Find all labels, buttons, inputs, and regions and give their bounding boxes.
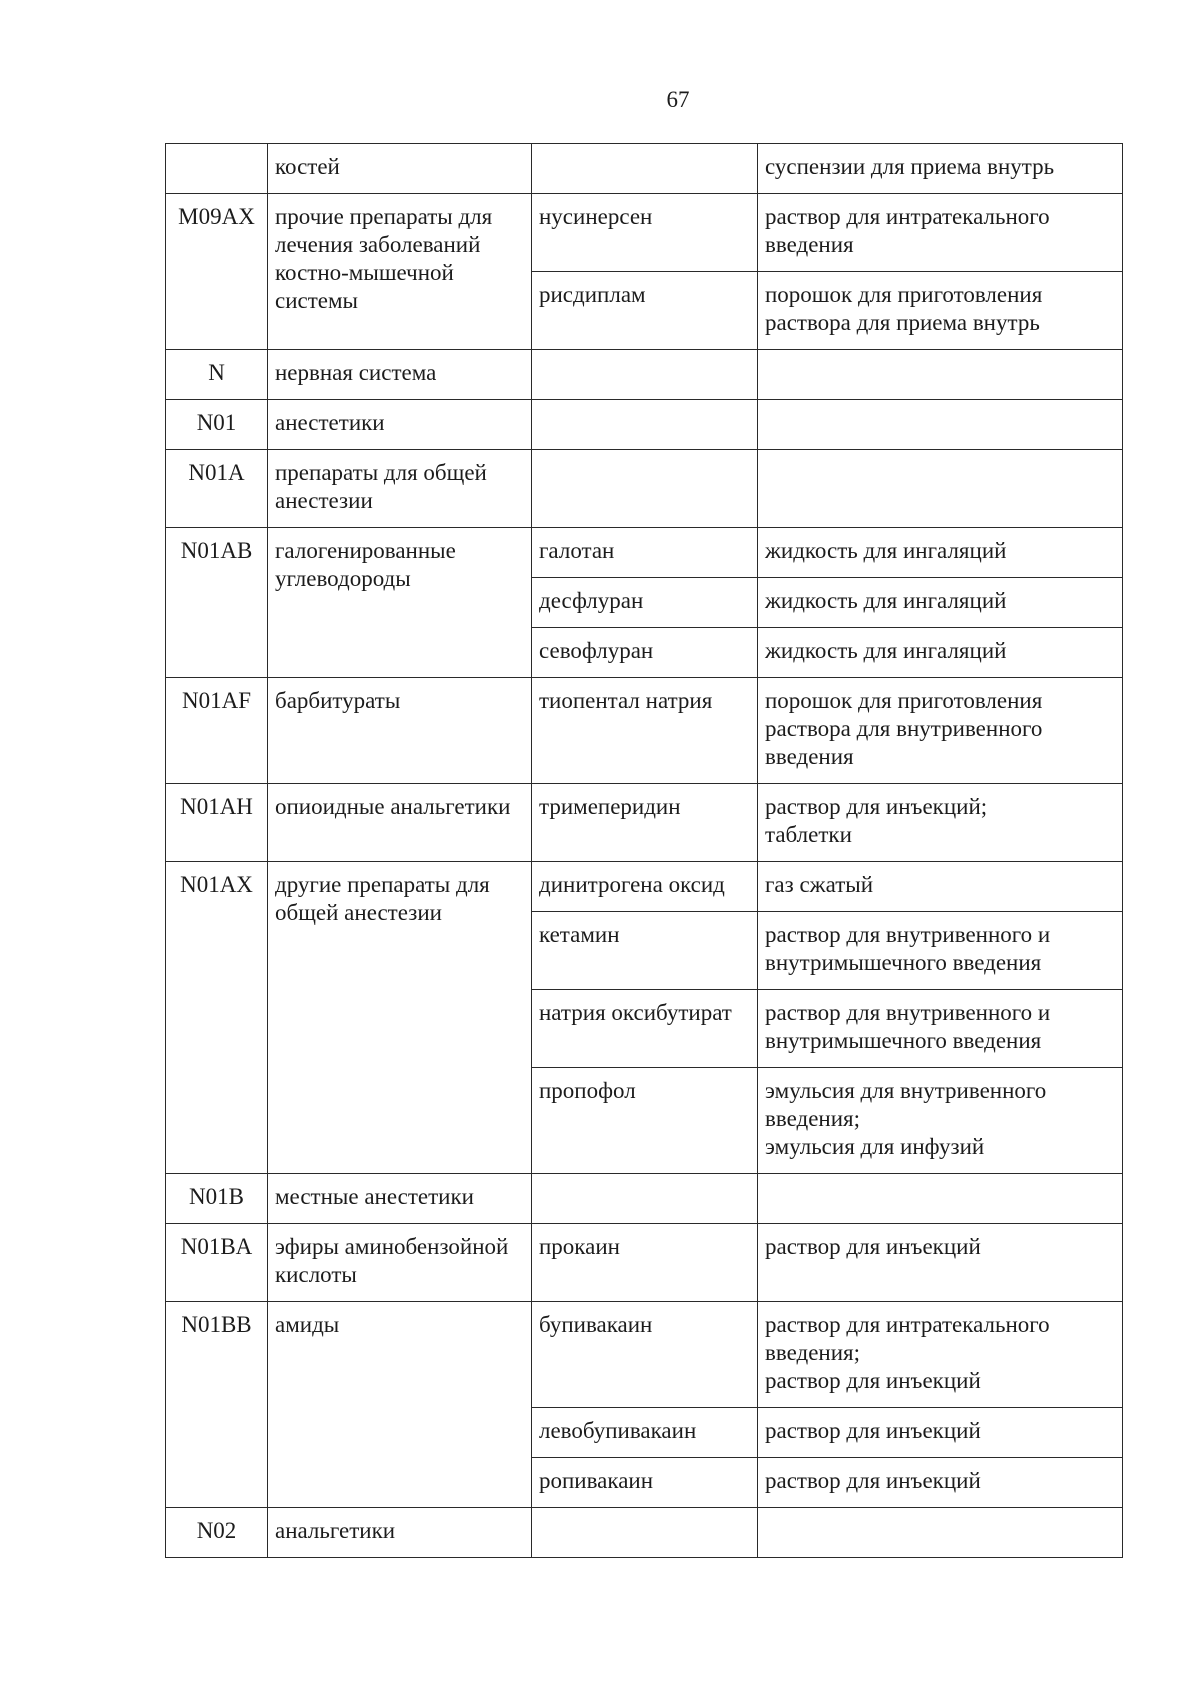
atc-code-cell: N01AH	[166, 784, 268, 862]
dosage-form-cell: раствор для инъекций	[758, 1408, 1123, 1458]
atc-code-cell: N02	[166, 1508, 268, 1558]
atc-code-cell: N01A	[166, 450, 268, 528]
group-name-cell: опиоидные анальгетики	[268, 784, 532, 862]
atc-code-cell: N01BA	[166, 1224, 268, 1302]
dosage-form-cell	[758, 1174, 1123, 1224]
inn-cell: тримеперидин	[532, 784, 758, 862]
atc-code-cell: N01AB	[166, 528, 268, 678]
dosage-form-cell: порошок для приготовления раствора для приема внутрь	[758, 272, 1123, 350]
atc-code-cell: N	[166, 350, 268, 400]
inn-cell: нусинерсен	[532, 194, 758, 272]
group-name-cell: препараты для общей анестезии	[268, 450, 532, 528]
group-name-cell: эфиры аминобензойной кислоты	[268, 1224, 532, 1302]
inn-cell	[532, 450, 758, 528]
dosage-form-cell: жидкость для ингаляций	[758, 628, 1123, 678]
dosage-form-cell: раствор для инъекций	[758, 1224, 1123, 1302]
group-name-cell: анальгетики	[268, 1508, 532, 1558]
inn-cell: пропофол	[532, 1068, 758, 1174]
table-row	[166, 194, 1123, 272]
inn-cell	[532, 400, 758, 450]
atc-code-cell: N01AX	[166, 862, 268, 1174]
dosage-form-cell: порошок для приготовления раствора для внутривенного введения	[758, 678, 1123, 784]
inn-cell: тиопентал натрия	[532, 678, 758, 784]
dosage-form-cell: суспензии для приема внутрь	[758, 144, 1123, 194]
inn-cell: левобупивакаин	[532, 1408, 758, 1458]
table-row	[166, 528, 1123, 578]
inn-cell: бупивакаин	[532, 1302, 758, 1408]
inn-cell: натрия оксибутират	[532, 990, 758, 1068]
dosage-form-cell	[758, 400, 1123, 450]
table-row	[166, 1224, 1123, 1302]
inn-cell: галотан	[532, 528, 758, 578]
table-row	[166, 1174, 1123, 1224]
dosage-form-cell: жидкость для ингаляций	[758, 578, 1123, 628]
table-row	[166, 678, 1123, 784]
table-row	[166, 1302, 1123, 1408]
drug-table	[165, 143, 1123, 1558]
dosage-form-cell	[758, 1508, 1123, 1558]
inn-cell: рисдиплам	[532, 272, 758, 350]
inn-cell	[532, 144, 758, 194]
inn-cell: десфлуран	[532, 578, 758, 628]
table-row	[166, 450, 1123, 528]
group-name-cell: прочие препараты для лечения заболеваний костно-мышечной системы	[268, 194, 532, 350]
dosage-form-cell: раствор для внутривенного и внутримышечного введения	[758, 912, 1123, 990]
inn-cell: кетамин	[532, 912, 758, 990]
inn-cell: севофлуран	[532, 628, 758, 678]
inn-cell	[532, 350, 758, 400]
group-name-cell: местные анестетики	[268, 1174, 532, 1224]
table-row	[166, 784, 1123, 862]
dosage-form-cell: жидкость для ингаляций	[758, 528, 1123, 578]
atc-code-cell: N01BB	[166, 1302, 268, 1508]
atc-code-cell: M09AX	[166, 194, 268, 350]
atc-code-cell: N01B	[166, 1174, 268, 1224]
dosage-form-cell	[758, 350, 1123, 400]
table-row	[166, 350, 1123, 400]
table-row	[166, 400, 1123, 450]
group-name-cell: амиды	[268, 1302, 532, 1508]
atc-code-cell	[166, 144, 268, 194]
dosage-form-cell: раствор для инъекций	[758, 1458, 1123, 1508]
group-name-cell: костей	[268, 144, 532, 194]
dosage-form-cell: раствор для интратекального введения; раствор для инъекций	[758, 1302, 1123, 1408]
dosage-form-cell: раствор для инъекций; таблетки	[758, 784, 1123, 862]
atc-code-cell: N01	[166, 400, 268, 450]
dosage-form-cell: раствор для внутривенного и внутримышечного введения	[758, 990, 1123, 1068]
dosage-form-cell: раствор для интратекального введения	[758, 194, 1123, 272]
atc-code-cell: N01AF	[166, 678, 268, 784]
page-number: 67	[666, 87, 690, 112]
dosage-form-cell: эмульсия для внутривенного введения; эмульсия для инфузий	[758, 1068, 1123, 1174]
dosage-form-cell	[758, 450, 1123, 528]
inn-cell	[532, 1174, 758, 1224]
inn-cell	[532, 1508, 758, 1558]
dosage-form-cell: газ сжатый	[758, 862, 1123, 912]
group-name-cell: барбитураты	[268, 678, 532, 784]
table-row	[166, 862, 1123, 912]
table-row	[166, 144, 1123, 194]
table-row	[166, 1508, 1123, 1558]
group-name-cell: другие препараты для общей анестезии	[268, 862, 532, 1174]
group-name-cell: галогенированные углеводороды	[268, 528, 532, 678]
group-name-cell: нервная система	[268, 350, 532, 400]
inn-cell: динитрогена оксид	[532, 862, 758, 912]
group-name-cell: анестетики	[268, 400, 532, 450]
inn-cell: прокаин	[532, 1224, 758, 1302]
inn-cell: ропивакаин	[532, 1458, 758, 1508]
